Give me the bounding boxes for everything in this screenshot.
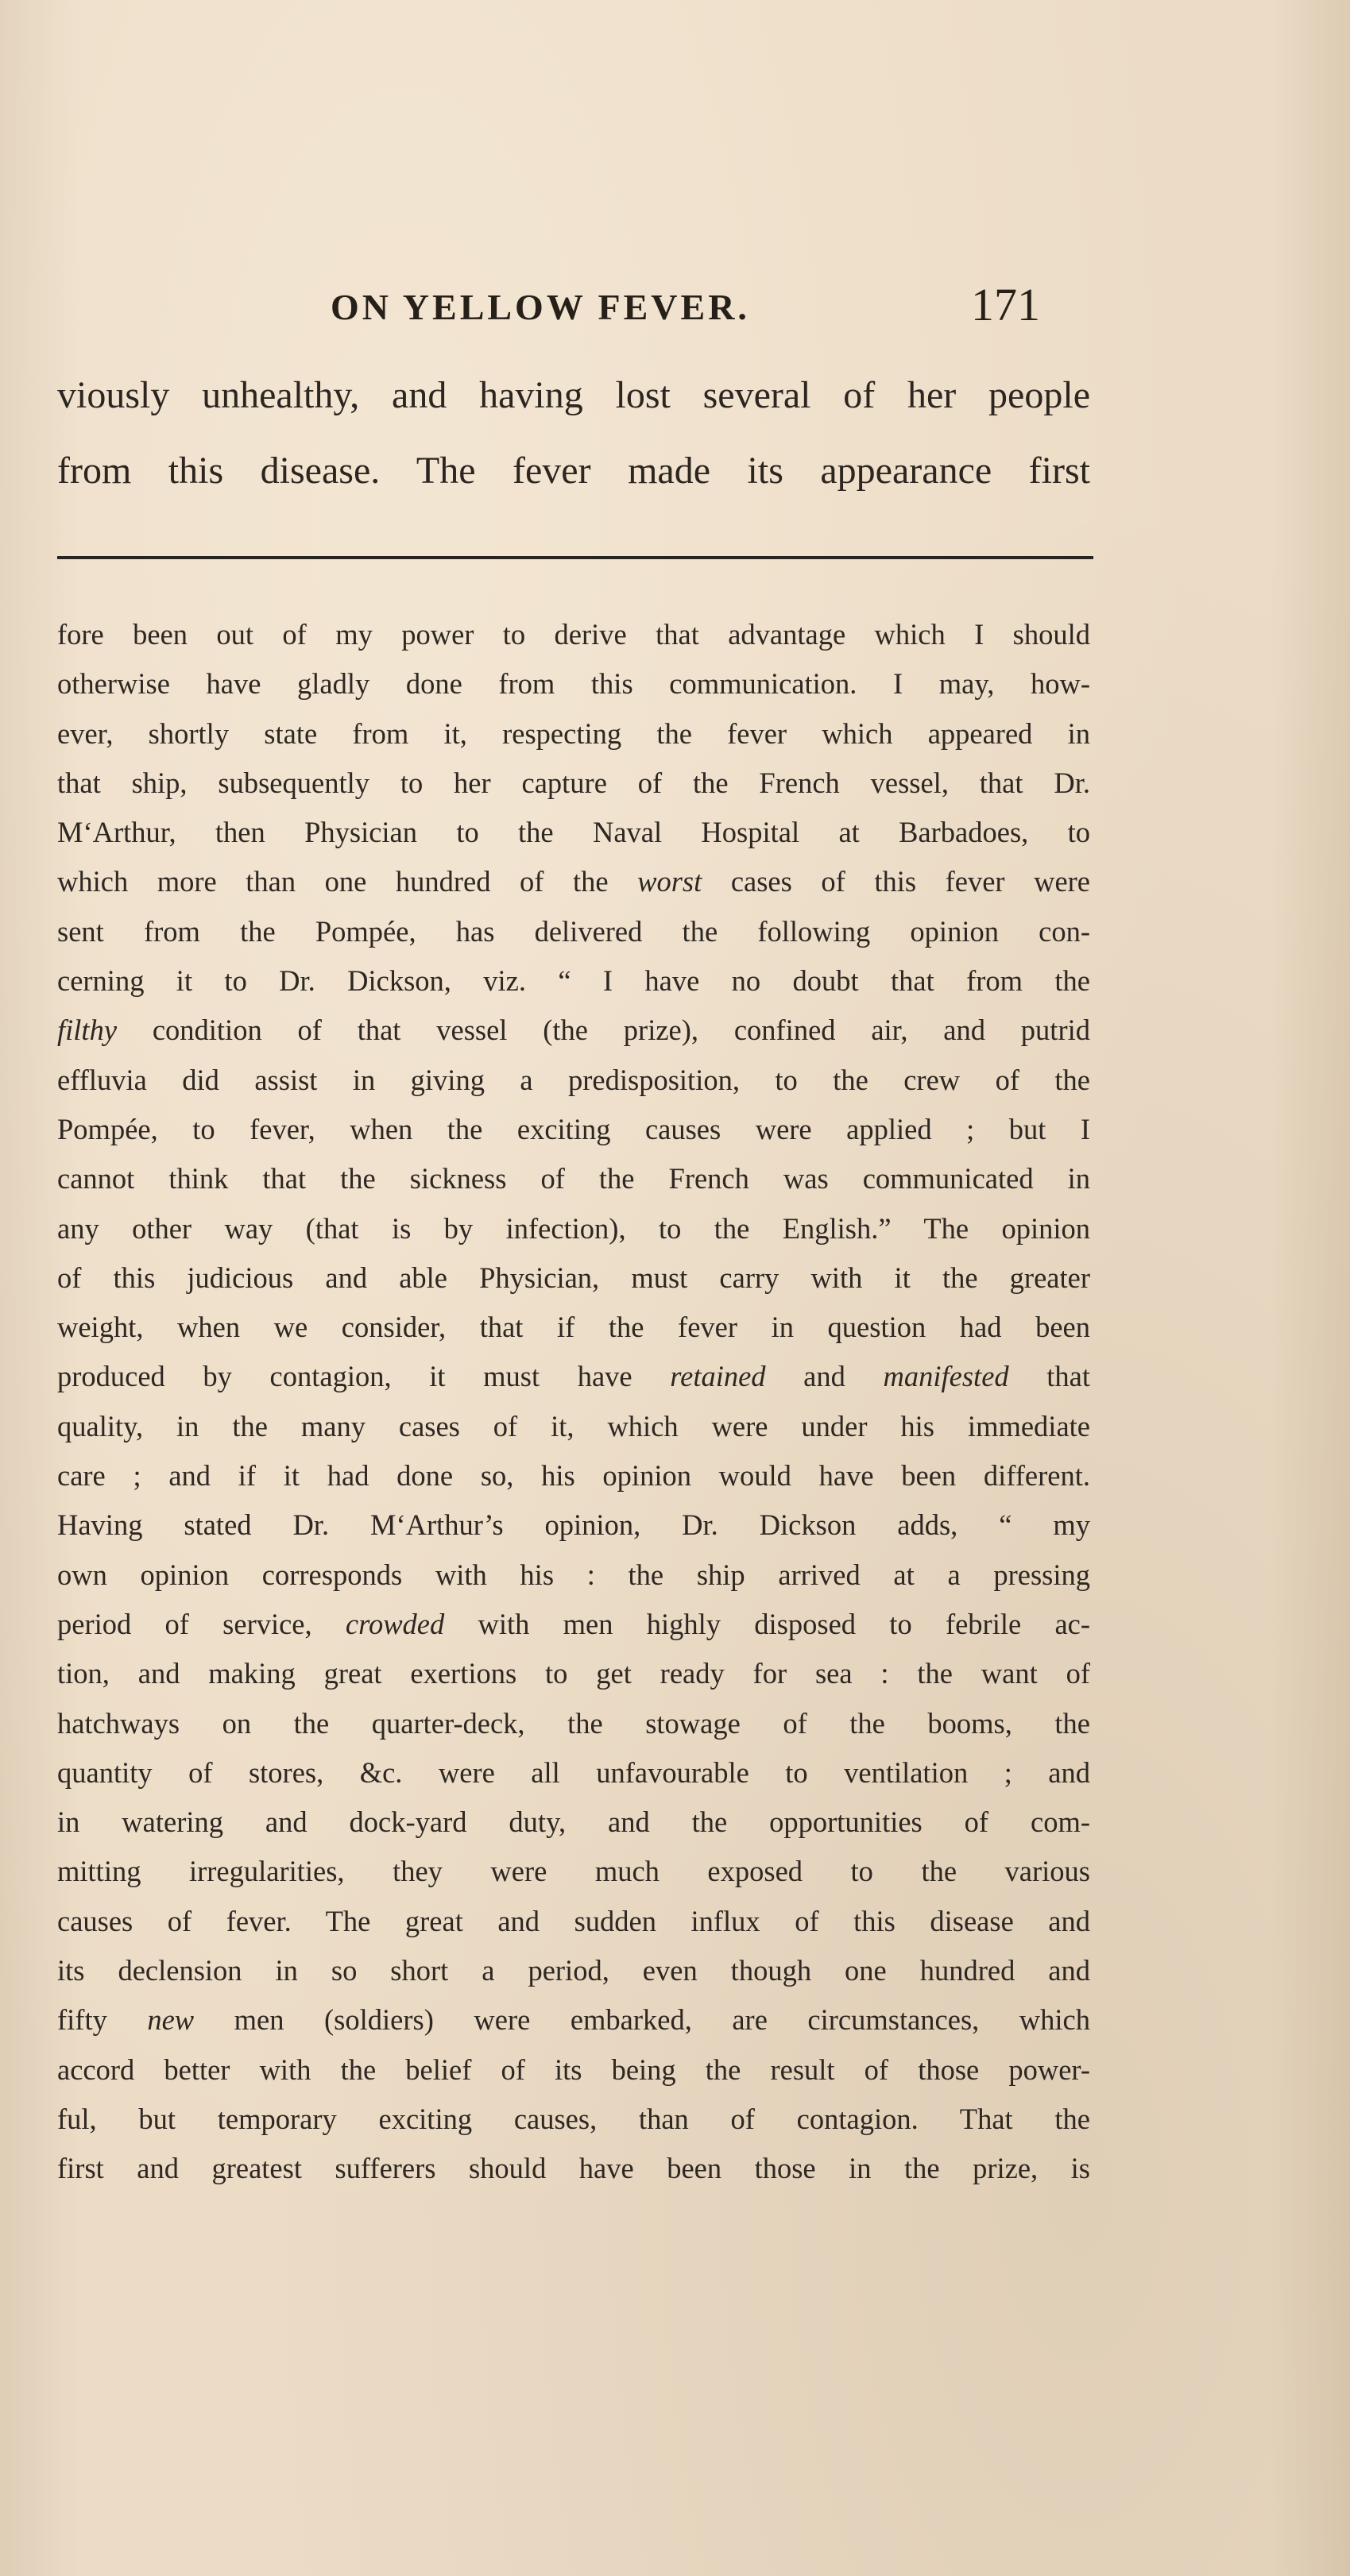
italic-emphasis: retained [670, 1360, 766, 1393]
footnote-line: quality, in the many cases of it, which were under his immediate [57, 1409, 1090, 1442]
main-text-line: viously unhealthy, and having lost several of her people [57, 374, 1090, 416]
italic-emphasis: crowded [345, 1607, 445, 1640]
footnote-line: Having stated Dr. M‘Arthur’s opinion, Dr. Dickson adds, “ my [57, 1508, 1090, 1542]
italic-emphasis: worst [637, 865, 702, 898]
footnote-line: own opinion corresponds with his : the ship arrived at a pressing [57, 1558, 1090, 1591]
footnote-line: that ship, subsequently to her capture of the French vessel, that Dr. [57, 766, 1090, 799]
footnote-line: Pompée, to fever, when the exciting causes were applied ; but I [57, 1112, 1090, 1145]
footnote-line: its declension in so short a period, even though one hundred and [57, 1954, 1090, 1987]
running-title: ON YELLOW FEVER. [331, 287, 750, 327]
footnote-line: weight, when we consider, that if the fever in question had been [57, 1311, 1090, 1344]
footnote-line: period of service, crowded with men highly disposed to febrile ac- [57, 1607, 1091, 1640]
footnote-line: otherwise have gladly done from this communication. I may, how- [57, 667, 1090, 701]
main-text-line: from this disease. The fever made its appearance first [57, 450, 1090, 492]
footnote-line: ever, shortly state from it, respecting the fever which appeared in [57, 716, 1090, 750]
footnote-line: fifty new men (soldiers) were embarked, are circumstances, which [57, 2003, 1090, 2037]
page-number: 171 [971, 279, 1040, 330]
footnote-line: which more than one hundred of the worst cases of this fever were [57, 865, 1091, 898]
italic-emphasis: filthy [57, 1014, 118, 1047]
footnote-line: mitting irregularities, they were much exposed to the various [57, 1855, 1090, 1888]
footnote-line: effluvia did assist in giving a predisposition, to the crew of the [57, 1063, 1090, 1096]
footnote-line: accord better with the belief of its being the result of those power- [57, 2053, 1090, 2086]
footnote-line: produced by contagion, it must have retained and manifested that [57, 1360, 1091, 1393]
footnote-line: care ; and if it had done so, his opinion would have been different. [57, 1459, 1090, 1493]
footnote [57, 610, 1090, 2194]
footnote-line: any other way (that is by infection), to the English.” The opinion [57, 1211, 1090, 1245]
footnote-line: causes of fever. The great and sudden influx of this disease and [57, 1904, 1090, 1937]
footnote-line: cerning it to Dr. Dickson, viz. “ I have no doubt that from the [57, 964, 1090, 998]
footnote-line: ful, but temporary exciting causes, than of contagion. That the [57, 2102, 1090, 2135]
footnote-line: of this judicious and able Physician, must carry with it the greater [57, 1261, 1090, 1294]
footnote-line: tion, and making great exertions to get ready for sea : the want of [57, 1657, 1090, 1690]
italic-emphasis: manifested [883, 1360, 1009, 1393]
footnote-line: sent from the Pompée, has delivered the following opinion con- [57, 914, 1090, 948]
footnote-line: in watering and dock-yard duty, and the opportunities of com- [57, 1806, 1090, 1839]
footnote-line: quantity of stores, &c. were all unfavourable to ventilation ; and [57, 1755, 1090, 1789]
main-text [57, 357, 1090, 508]
footnote-line: fore been out of my power to derive that advantage which I should [57, 618, 1090, 651]
footnote-line: hatchways on the quarter-deck, the stowage of the booms, the [57, 1706, 1090, 1740]
footnote-line: cannot think that the sickness of the French was communicated in [57, 1162, 1090, 1195]
footnote-line: filthy condition of that vessel (the prize), confined air, and putrid [57, 1014, 1090, 1047]
running-head [0, 278, 1350, 342]
footnote-divider [57, 556, 1093, 559]
footnote-line: first and greatest sufferers should have been those in the prize, is [57, 2152, 1090, 2185]
footnote-line: M‘Arthur, then Physician to the Naval Hospital at Barbadoes, to [57, 816, 1090, 849]
italic-emphasis: new [147, 2003, 195, 2037]
